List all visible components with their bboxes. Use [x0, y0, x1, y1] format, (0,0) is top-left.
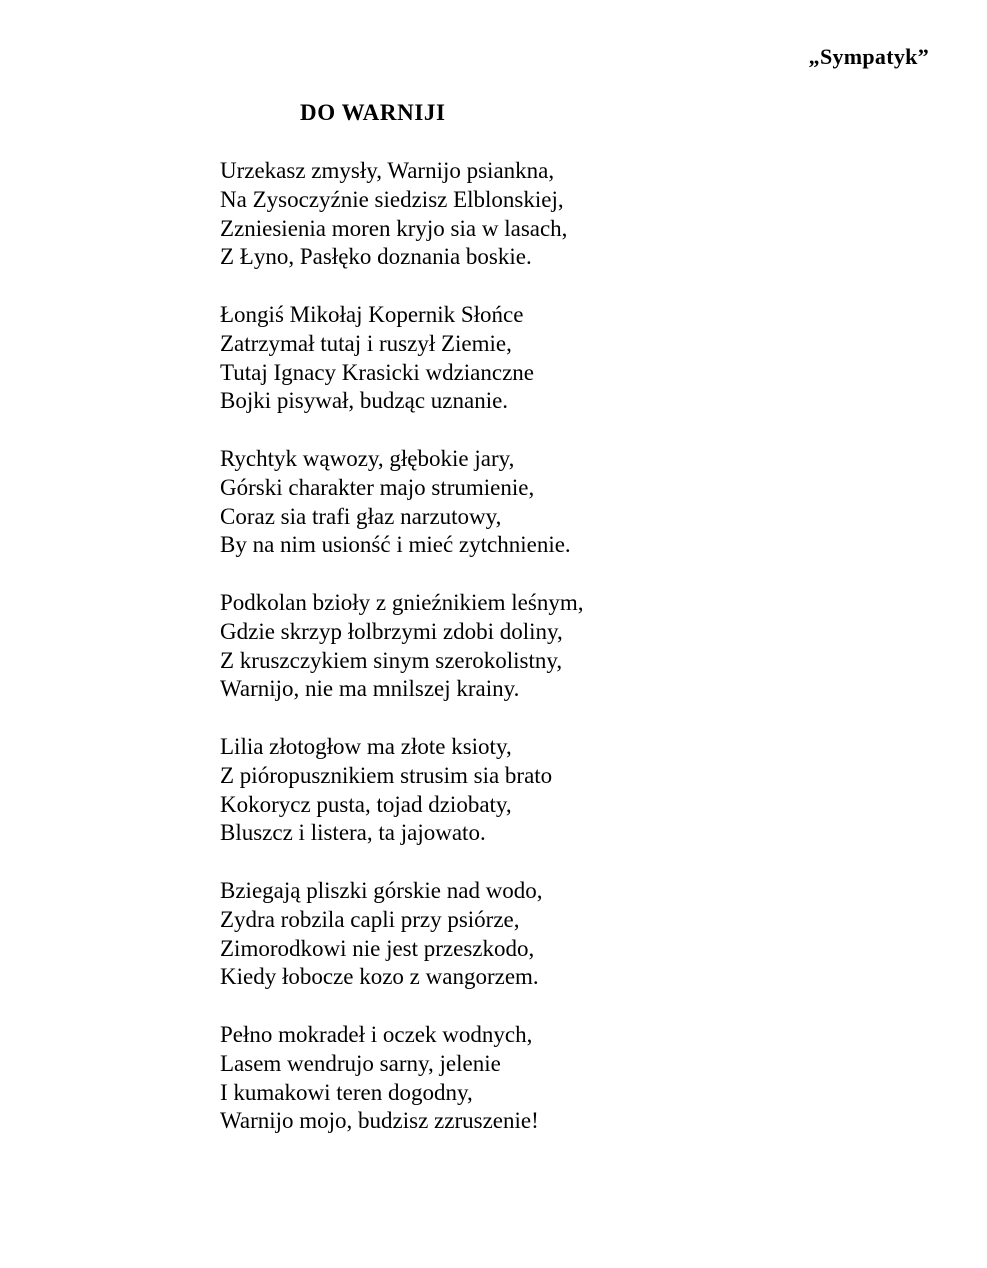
- poem-line: Zzniesienia moren kryjo sia w lasach,: [220, 215, 568, 241]
- poem-line: Warnijo, nie ma mnilszej krainy.: [220, 676, 520, 702]
- poem-line: Na Zysoczyźnie siedzisz Elblonskiej,: [220, 186, 564, 212]
- poem-line: Podkolan bzioły z gnieźnikiem leśnym,: [220, 589, 584, 615]
- poem-line: Rychtyk wąwozy, głębokie jary,: [220, 445, 515, 471]
- poem-line: Urzekasz zmysły, Warnijo psiankna,: [220, 158, 555, 183]
- poem-line: Górski charakter majo strumienie,: [220, 474, 535, 500]
- poem-line: Łongiś Mikołaj Kopernik Słońce: [220, 301, 524, 327]
- poem-line: Zatrzymał tutaj i ruszył Ziemie,: [220, 330, 512, 356]
- author-attribution: „Sympatyk”: [808, 44, 929, 69]
- stanza: [220, 1021, 583, 1136]
- stanza: [220, 301, 583, 416]
- poem-line: Warnijo mojo, budzisz zzruszenie!: [220, 1108, 539, 1134]
- stanza: [220, 445, 583, 560]
- stanza: [220, 157, 583, 272]
- poem-line: Bojki pisywał, budząc uznanie.: [220, 388, 509, 414]
- poem-line: Z Łyno, Pasłęko doznania boskie.: [220, 244, 532, 270]
- poem-line: I kumakowi teren dogodny,: [220, 1079, 473, 1105]
- poem-line: Kokorycz pusta, tojad dziobaty,: [220, 791, 512, 817]
- poem-line: Bluszcz i listera, ta jajowato.: [220, 820, 486, 846]
- poem-line: Z pióropusznikiem strusim sia brato: [220, 762, 553, 788]
- poem-line: Pełno mokradeł i oczek wodnych,: [220, 1021, 533, 1047]
- poem-line: By na nim usionść i mieć zytchnienie.: [220, 532, 571, 558]
- poem-line: Zimorodkowi nie jest przeszkodo,: [220, 935, 535, 961]
- stanza: [220, 733, 583, 848]
- stanza: [220, 877, 583, 992]
- poem-line: Kiedy łobocze kozo z wangorzem.: [220, 964, 539, 990]
- poem-line: Lasem wendrujo sarny, jelenie: [220, 1050, 501, 1076]
- poem-line: Zydra robzila capli przy psiórze,: [220, 906, 520, 932]
- poem-line: Z kruszczykiem sinym szerokolistny,: [220, 647, 563, 673]
- poem-line: Coraz sia trafi głaz narzutowy,: [220, 503, 502, 529]
- poem-title: DO WARNIJI: [300, 100, 446, 125]
- poem-line: Tutaj Ignacy Krasicki wdzianczne: [220, 359, 535, 385]
- stanza: [220, 589, 583, 704]
- poem-line: Gdzie skrzyp łolbrzymi zdobi doliny,: [220, 618, 563, 644]
- poem-line: Bziegają pliszki górskie nad wodo,: [220, 877, 543, 903]
- poem-body: [220, 157, 583, 1165]
- poem-line: Lilia złotogłow ma złote ksioty,: [220, 733, 512, 759]
